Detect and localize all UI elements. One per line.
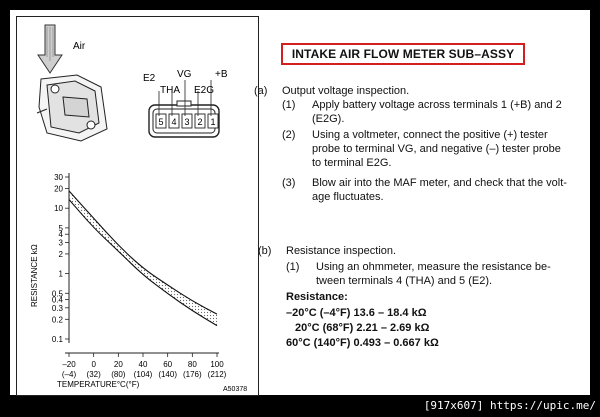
x-tick-label-c: 60 bbox=[163, 360, 173, 369]
spec-title: Resistance: bbox=[286, 291, 348, 303]
y-tick-label: 4 bbox=[58, 230, 63, 240]
y-tick-label: 5 bbox=[58, 223, 63, 233]
pin-label-plusb: +B bbox=[215, 69, 228, 80]
x-tick-label-f: (80) bbox=[111, 370, 126, 379]
y-tick-label: 3 bbox=[58, 238, 63, 248]
x-tick-label-c: –20 bbox=[62, 360, 76, 369]
upper-limit-line bbox=[69, 191, 217, 314]
air-arrow-icon bbox=[38, 25, 62, 73]
section-b-label: (b) bbox=[258, 245, 272, 257]
step-a2-line2: probe to terminal VG, and negative (–) tester probe bbox=[312, 143, 561, 155]
x-tick-label-f: (212) bbox=[207, 370, 227, 379]
y-tick-label: 0.1 bbox=[51, 335, 63, 344]
step-a1-line2: (E2G). bbox=[312, 113, 345, 125]
step-a3-num: (3) bbox=[282, 177, 296, 189]
tolerance-band bbox=[69, 191, 217, 326]
spec-row-20: 20°C (68°F) 2.21 – 2.69 kΩ bbox=[295, 322, 430, 334]
y-tick-label: 0.3 bbox=[51, 303, 63, 313]
y-axis-title: RESISTANCE kΩ bbox=[30, 244, 39, 307]
y-tick-label: 20 bbox=[54, 184, 63, 194]
step-a1-num: (1) bbox=[282, 99, 296, 111]
step-b1-num: (1) bbox=[286, 261, 300, 273]
figure-panel bbox=[16, 16, 259, 396]
step-b1-line1: Using an ohmmeter, measure the resistance be- bbox=[316, 261, 551, 273]
x-tick-label-c: 80 bbox=[187, 360, 197, 369]
step-a1-line1: Apply battery voltage across terminals 1 (+B) and 2 bbox=[312, 99, 562, 111]
x-tick-label-f: (104) bbox=[133, 370, 153, 379]
maf-sensor-icon bbox=[37, 75, 107, 141]
pin-label-tha: THA bbox=[160, 85, 180, 96]
x-tick-label-f: (176) bbox=[182, 370, 202, 379]
footer-bar bbox=[0, 397, 600, 417]
pin-label-vg: VG bbox=[177, 69, 192, 80]
step-b1-line2: tween terminals 4 (THA) and 5 (E2). bbox=[316, 275, 493, 287]
x-tick-label-c: 20 bbox=[113, 360, 123, 369]
x-tick-label-c: 100 bbox=[210, 360, 224, 369]
pin-label-e2g: E2G bbox=[194, 85, 215, 96]
y-tick-label: 2 bbox=[58, 249, 63, 259]
terminal-number: 5 bbox=[158, 117, 164, 127]
x-tick-label-c: 0 bbox=[91, 360, 96, 369]
x-tick-label-f: (32) bbox=[86, 370, 101, 379]
step-a2-line3: to terminal E2G. bbox=[312, 157, 392, 169]
y-tick-label: 0.4 bbox=[51, 295, 63, 305]
y-tick-label: 0.5 bbox=[51, 289, 63, 299]
footer-watermark: [917x607] https://upic.me/ bbox=[423, 399, 596, 412]
figure-svg bbox=[17, 17, 260, 397]
spec-row-minus20: –20°C (–4°F) 13.6 – 18.4 kΩ bbox=[286, 307, 427, 319]
y-tick-label: 30 bbox=[54, 173, 63, 182]
pin-label-e2: E2 bbox=[143, 73, 156, 84]
y-tick-label: 0.2 bbox=[51, 315, 63, 325]
x-axis-title: TEMPERATURE°C(°F) bbox=[57, 380, 140, 389]
step-a3-line1: Blow air into the MAF meter, and check that the volt- bbox=[312, 177, 567, 189]
step-a2-line1: Using a voltmeter, connect the positive (+) tester bbox=[312, 129, 548, 141]
y-tick-label: 1 bbox=[58, 269, 63, 279]
x-tick-label-f: (–4) bbox=[61, 370, 77, 379]
resistance-chart bbox=[52, 173, 227, 379]
x-tick-label-f: (140) bbox=[158, 370, 178, 379]
spec-row-60: 60°C (140°F) 0.493 – 0.667 kΩ bbox=[286, 337, 439, 349]
terminal-number: 4 bbox=[171, 117, 177, 127]
figure-id: A50378 bbox=[223, 386, 248, 393]
step-a2-num: (2) bbox=[282, 129, 296, 141]
terminal-number: 2 bbox=[197, 117, 203, 127]
section-a-label: (a) bbox=[254, 85, 268, 97]
x-tick-label-c: 40 bbox=[138, 360, 148, 369]
y-tick-label: 10 bbox=[54, 204, 63, 214]
section-b-heading: Resistance inspection. bbox=[286, 245, 397, 257]
terminal-number: 1 bbox=[210, 117, 216, 127]
terminal-number: 3 bbox=[184, 117, 190, 127]
section-a-heading: Output voltage inspection. bbox=[282, 85, 410, 97]
manual-page bbox=[10, 10, 590, 395]
step-a3-line2: age fluctuates. bbox=[312, 191, 384, 203]
air-label: Air bbox=[73, 41, 86, 52]
section-title: INTAKE AIR FLOW METER SUB–ASSY bbox=[281, 43, 525, 65]
